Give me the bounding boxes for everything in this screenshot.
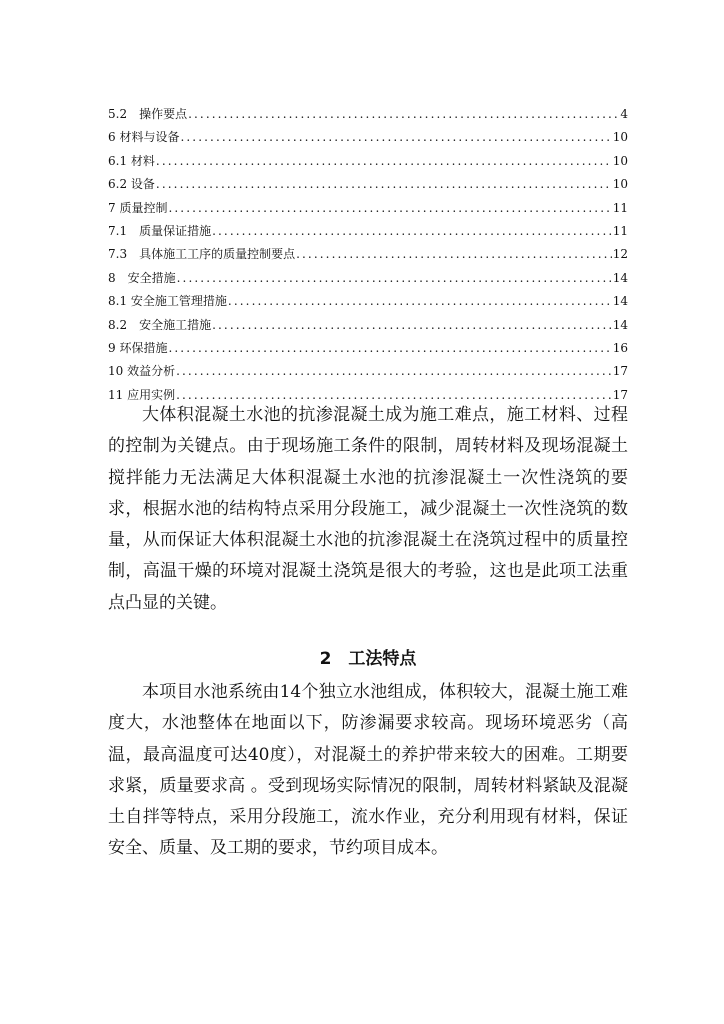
toc-entry[interactable] bbox=[108, 173, 628, 196]
toc-entry-label: 6.2 设备 bbox=[108, 177, 155, 192]
toc-leader-dots bbox=[212, 220, 612, 243]
toc-entry[interactable] bbox=[108, 220, 628, 243]
toc-leader-dots bbox=[188, 103, 619, 126]
toc-leader-dots bbox=[177, 267, 612, 290]
toc-entry-page: 11 bbox=[612, 200, 628, 215]
toc-entry-label: 6.1 材料 bbox=[108, 153, 155, 168]
toc-leader-dots bbox=[180, 126, 611, 149]
table-of-contents bbox=[108, 103, 628, 407]
toc-entry[interactable] bbox=[108, 267, 628, 290]
toc-entry-page: 14 bbox=[612, 270, 628, 285]
toc-entry-page: 14 bbox=[612, 294, 628, 309]
toc-entry[interactable] bbox=[108, 337, 628, 360]
toc-entry-page: 14 bbox=[612, 317, 628, 332]
toc-entry-page: 17 bbox=[612, 364, 628, 379]
toc-entry-page: 10 bbox=[612, 130, 628, 145]
toc-entry-label: 9 环保措施 bbox=[108, 340, 168, 355]
toc-entry[interactable] bbox=[108, 103, 628, 126]
toc-entry[interactable] bbox=[108, 126, 628, 149]
toc-entry[interactable] bbox=[108, 360, 628, 383]
intro-paragraph: 大体积混凝土水池的抗渗混凝土成为施工难点，施工材料、过程的控制为关键点。由于现场施工条件的限制，周转材料及现场混凝土搅拌能力无法满足大体积混凝土水池的抗渗混凝土一次性浇筑的要求，根据水池的结构特点采用分段施工，减少混凝土一次性浇筑的数量，从而保证大体积混凝土水池的抗渗混凝土在浇筑过程中的质量控制，高温干燥的环境对混凝土浇筑是很大的考验，这也是此项工法重点凸显的关键。 bbox=[108, 405, 628, 613]
toc-entry-page: 10 bbox=[612, 177, 628, 192]
intro-section bbox=[108, 400, 628, 619]
toc-entry-page: 17 bbox=[612, 387, 628, 402]
section-body bbox=[108, 677, 628, 865]
toc-entry-label: 7 质量控制 bbox=[108, 200, 168, 215]
toc-entry-page: 4 bbox=[620, 107, 628, 121]
toc-leader-dots bbox=[296, 243, 612, 266]
toc-leader-dots bbox=[176, 360, 612, 383]
section-heading: 2 工法特点 bbox=[319, 649, 417, 669]
section-paragraph: 本项目水池系统由14个独立水池组成，体积较大，混凝土施工难度大，水池整体在地面以下，防渗漏要求较高。现场环境恶劣（高温，最高温度可达40度），对混凝土的养护带来较大的困难。工期要求紧，质量要求高 。受到现场实际情况的限制，周转材料紧缺及混凝土自拌等特点，采用分段施工，流水作业，充分利用现有材料，保证安全、质量、及工期的要求，节约项目成本。 bbox=[108, 682, 628, 859]
toc-entry-label: 6 材料与设备 bbox=[108, 130, 180, 145]
toc-entry[interactable] bbox=[108, 197, 628, 220]
toc-entry-page: 12 bbox=[612, 247, 628, 262]
toc-entry-page: 16 bbox=[612, 340, 628, 355]
toc-entry[interactable] bbox=[108, 243, 628, 266]
toc-leader-dots bbox=[168, 197, 611, 220]
toc-entry-page: 10 bbox=[612, 153, 628, 168]
toc-leader-dots bbox=[168, 337, 611, 360]
toc-entry[interactable] bbox=[108, 290, 628, 313]
toc-leader-dots bbox=[156, 173, 612, 196]
toc-leader-dots bbox=[228, 290, 612, 313]
toc-entry-label: 11 应用实例 bbox=[108, 387, 176, 402]
toc-entry[interactable] bbox=[108, 150, 628, 173]
toc-entry-label: 8 安全措施 bbox=[108, 270, 176, 285]
toc-entry-label: 7.3 具体施工工序的质量控制要点 bbox=[108, 247, 296, 262]
toc-entry-label: 5.2 操作要点 bbox=[108, 107, 188, 121]
toc-entry-label: 10 效益分析 bbox=[108, 364, 176, 379]
toc-leader-dots bbox=[156, 150, 612, 173]
toc-leader-dots bbox=[212, 314, 612, 337]
toc-entry-label: 8.2 安全施工措施 bbox=[108, 317, 212, 332]
toc-entry-page: 11 bbox=[612, 223, 628, 238]
toc-entry-label: 7.1 质量保证措施 bbox=[108, 223, 212, 238]
toc-entry-label: 8.1 安全施工管理措施 bbox=[108, 294, 227, 309]
toc-entry[interactable] bbox=[108, 314, 628, 337]
